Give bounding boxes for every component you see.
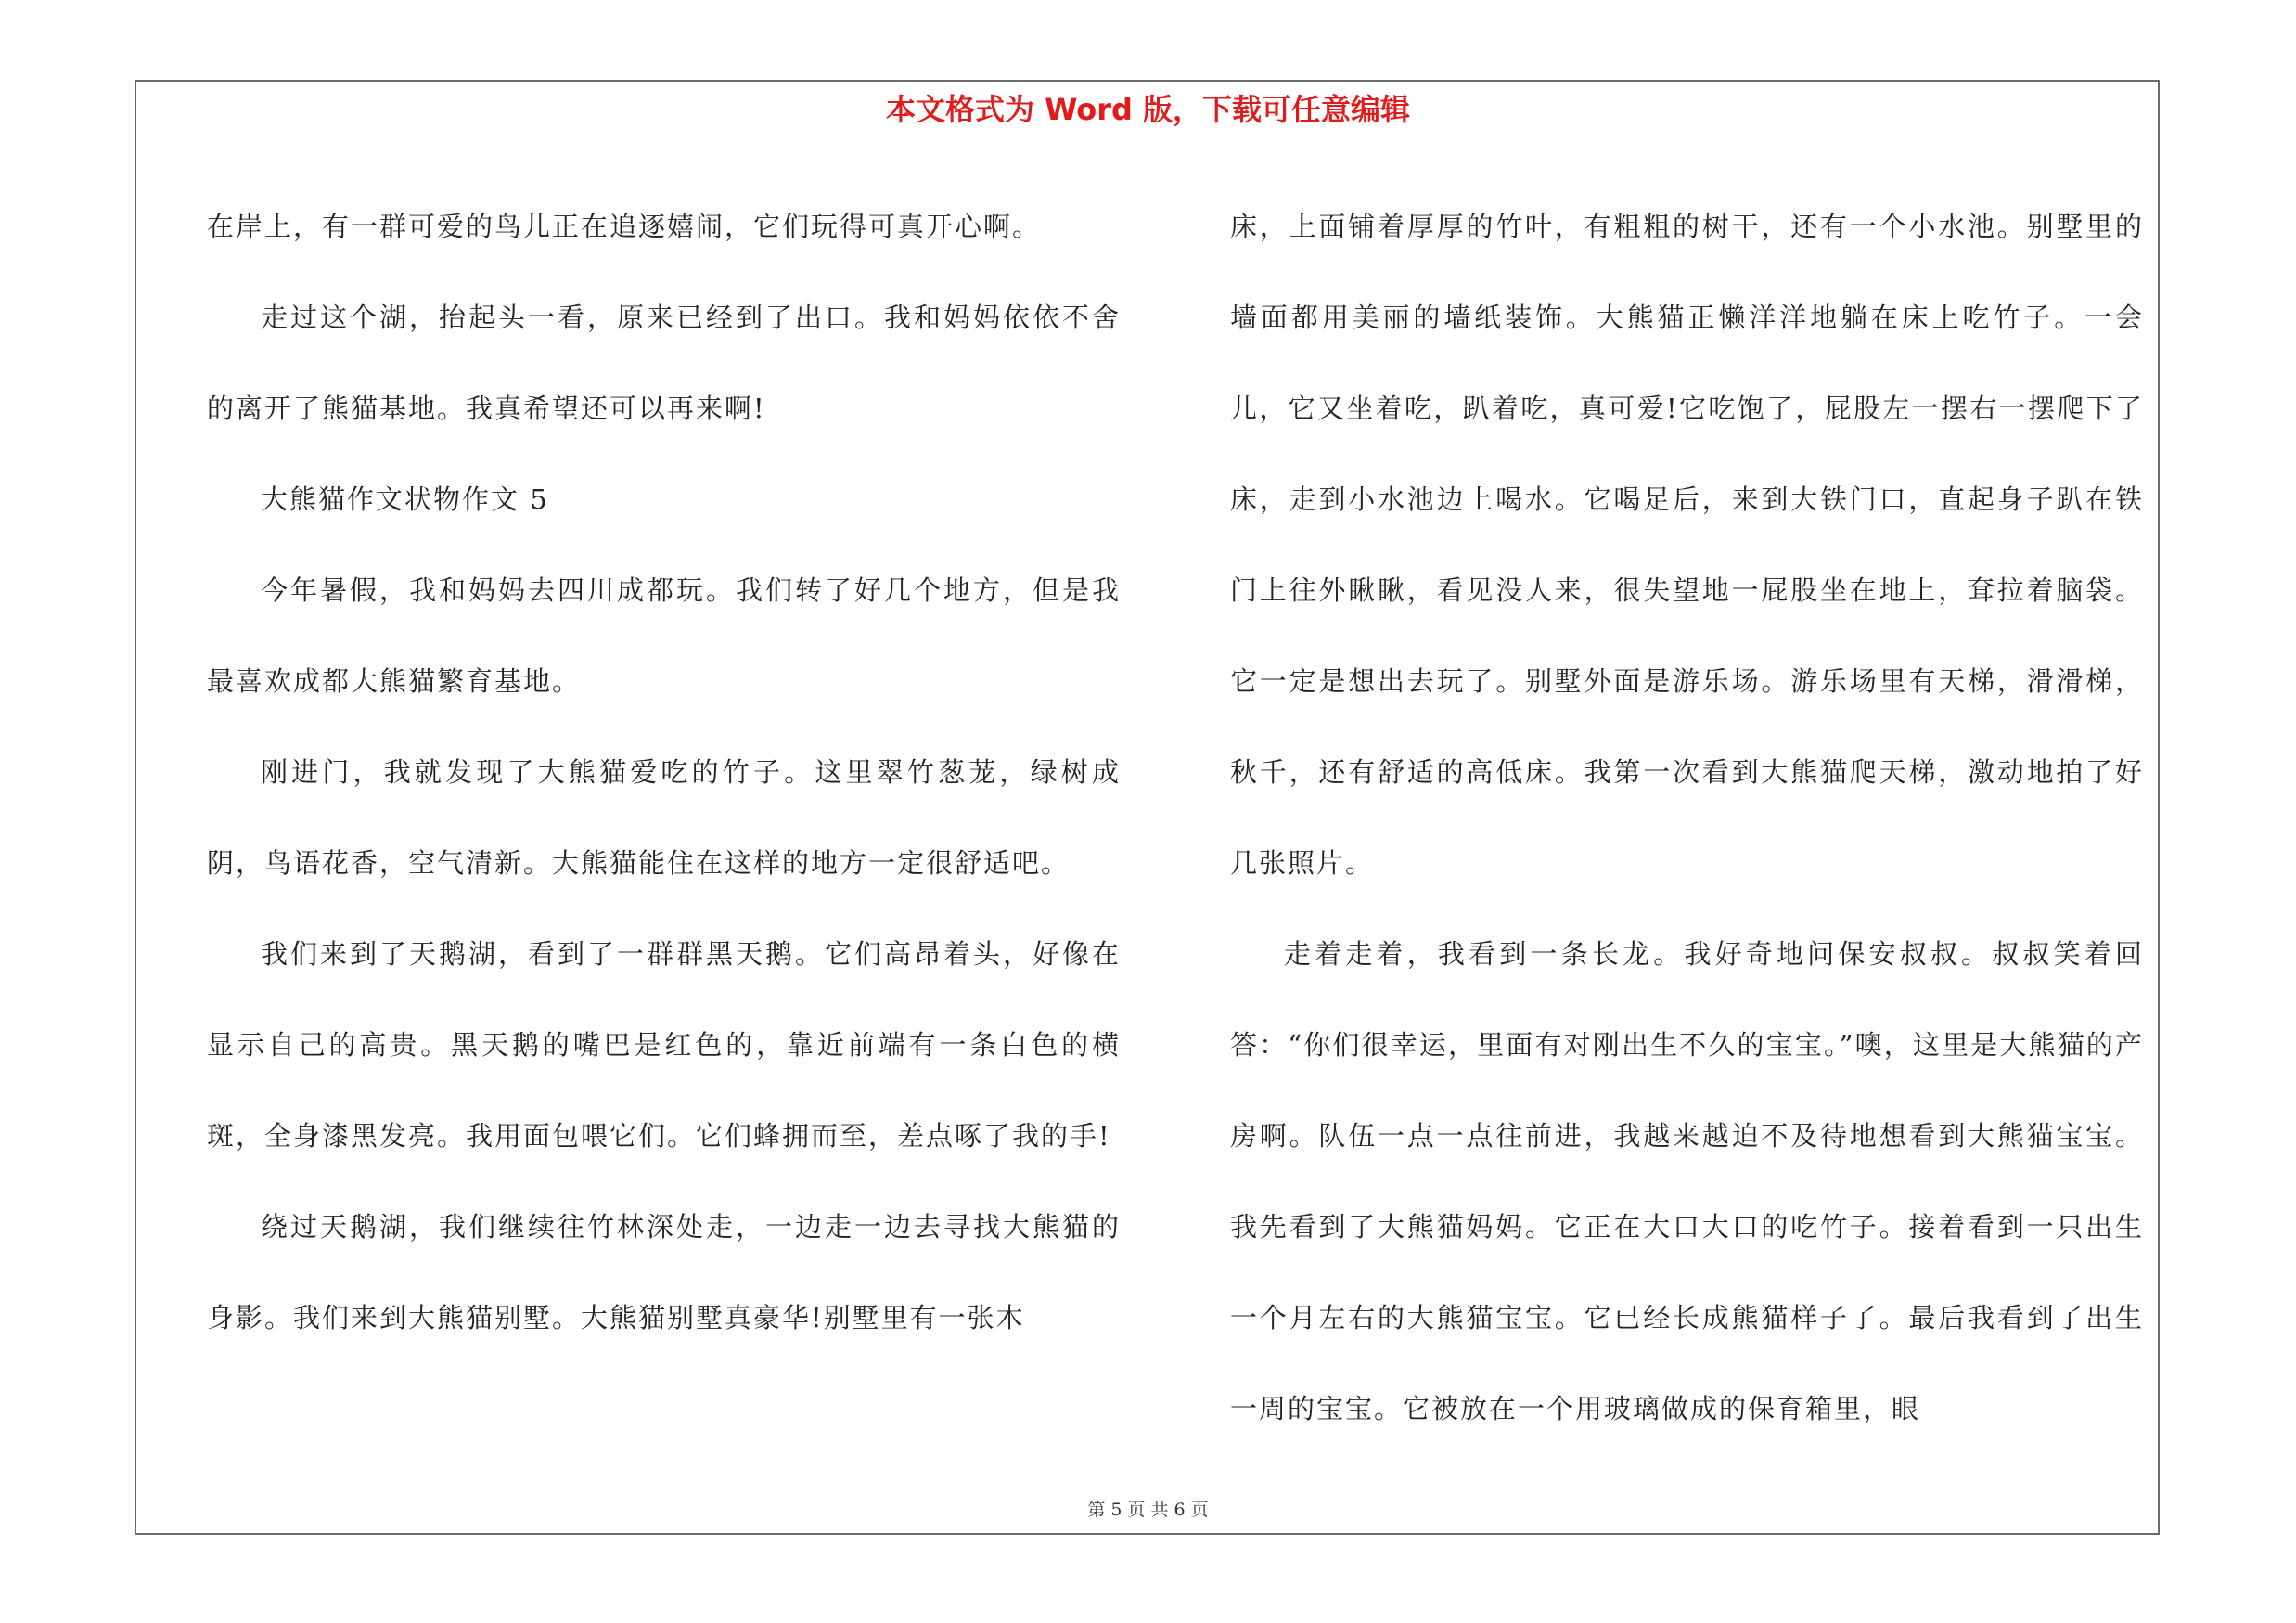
paragraph: 我们来到了天鹅湖，看到了一群群黑天鹅。它们高昂着头，好像在显示自己的高贵。黑天鹅的嘴巴是红色的，靠近前端有一条白色的横斑，全身漆黑发亮。我用面包喂它们。它们蜂拥而至，差点啄了我的手! <box>207 938 1121 1152</box>
word-format-notice: 本文格式为 Word 版，下载可任意编辑 <box>885 92 1411 127</box>
right-text-column <box>1230 181 2144 1454</box>
paragraph: 在岸上，有一群可爱的鸟儿正在追逐嬉闹，它们玩得可真开心啊。 <box>207 211 1042 242</box>
paragraph: 走过这个湖，抬起头一看，原来已经到了出口。我和妈妈依依不舍的离开了熊猫基地。我真希望还可以再来啊! <box>207 302 1121 424</box>
section-heading: 大熊猫作文状物作文 5 <box>261 483 549 515</box>
paragraph: 刚进门，我就发现了大熊猫爱吃的竹子。这里翠竹葱茏，绿树成阴，鸟语花香，空气清新。大熊猫能住在这样的地方一定很舒适吧。 <box>207 756 1121 879</box>
paragraph: 床，上面铺着厚厚的竹叶，有粗粗的树干，还有一个小水池。别墅里的墙面都用美丽的墙纸装饰。大熊猫正懒洋洋地躺在床上吃竹子。一会儿，它又坐着吃，趴着吃，真可爱!它吃饱了，屁股左一摆右一摆爬下了床，走到小水池边上喝水。它喝足后，来到大铁门口，直起身子趴在铁门上往外瞅瞅，看见没人来，很失望地一屁股坐在地上，耷拉着脑袋。它一定是想出去玩了。别墅外面是游乐场。游乐场里有天梯，滑滑梯，秋千，还有舒适的高低床。我第一次看到大熊猫爬天梯，激动地拍了好几张照片。 <box>1230 211 2144 879</box>
paragraph: 今年暑假，我和妈妈去四川成都玩。我们转了好几个地方，但是我最喜欢成都大熊猫繁育基地。 <box>207 574 1121 697</box>
left-text-column <box>207 181 1121 1363</box>
paragraph: 绕过天鹅湖，我们继续往竹林深处走，一边走一边去寻找大熊猫的身影。我们来到大熊猫别墅。大熊猫别墅真豪华!别墅里有一张木 <box>207 1211 1121 1333</box>
paragraph: 走着走着，我看到一条长龙。我好奇地问保安叔叔。叔叔笑着回答：“你们很幸运，里面有对刚出生不久的宝宝。”噢，这里是大熊猫的产房啊。队伍一点一点往前进，我越来越迫不及待地想看到大熊猫宝宝。我先看到了大熊猫妈妈。它正在大口大口的吃竹子。接着看到一只出生一个月左右的大熊猫宝宝。它已经长成熊猫样子了。最后我看到了出生一周的宝宝。它被放在一个用玻璃做成的保育箱里，眼 <box>1230 938 2144 1424</box>
page-number: 第 5 页 共 6 页 <box>1087 1500 1209 1520</box>
